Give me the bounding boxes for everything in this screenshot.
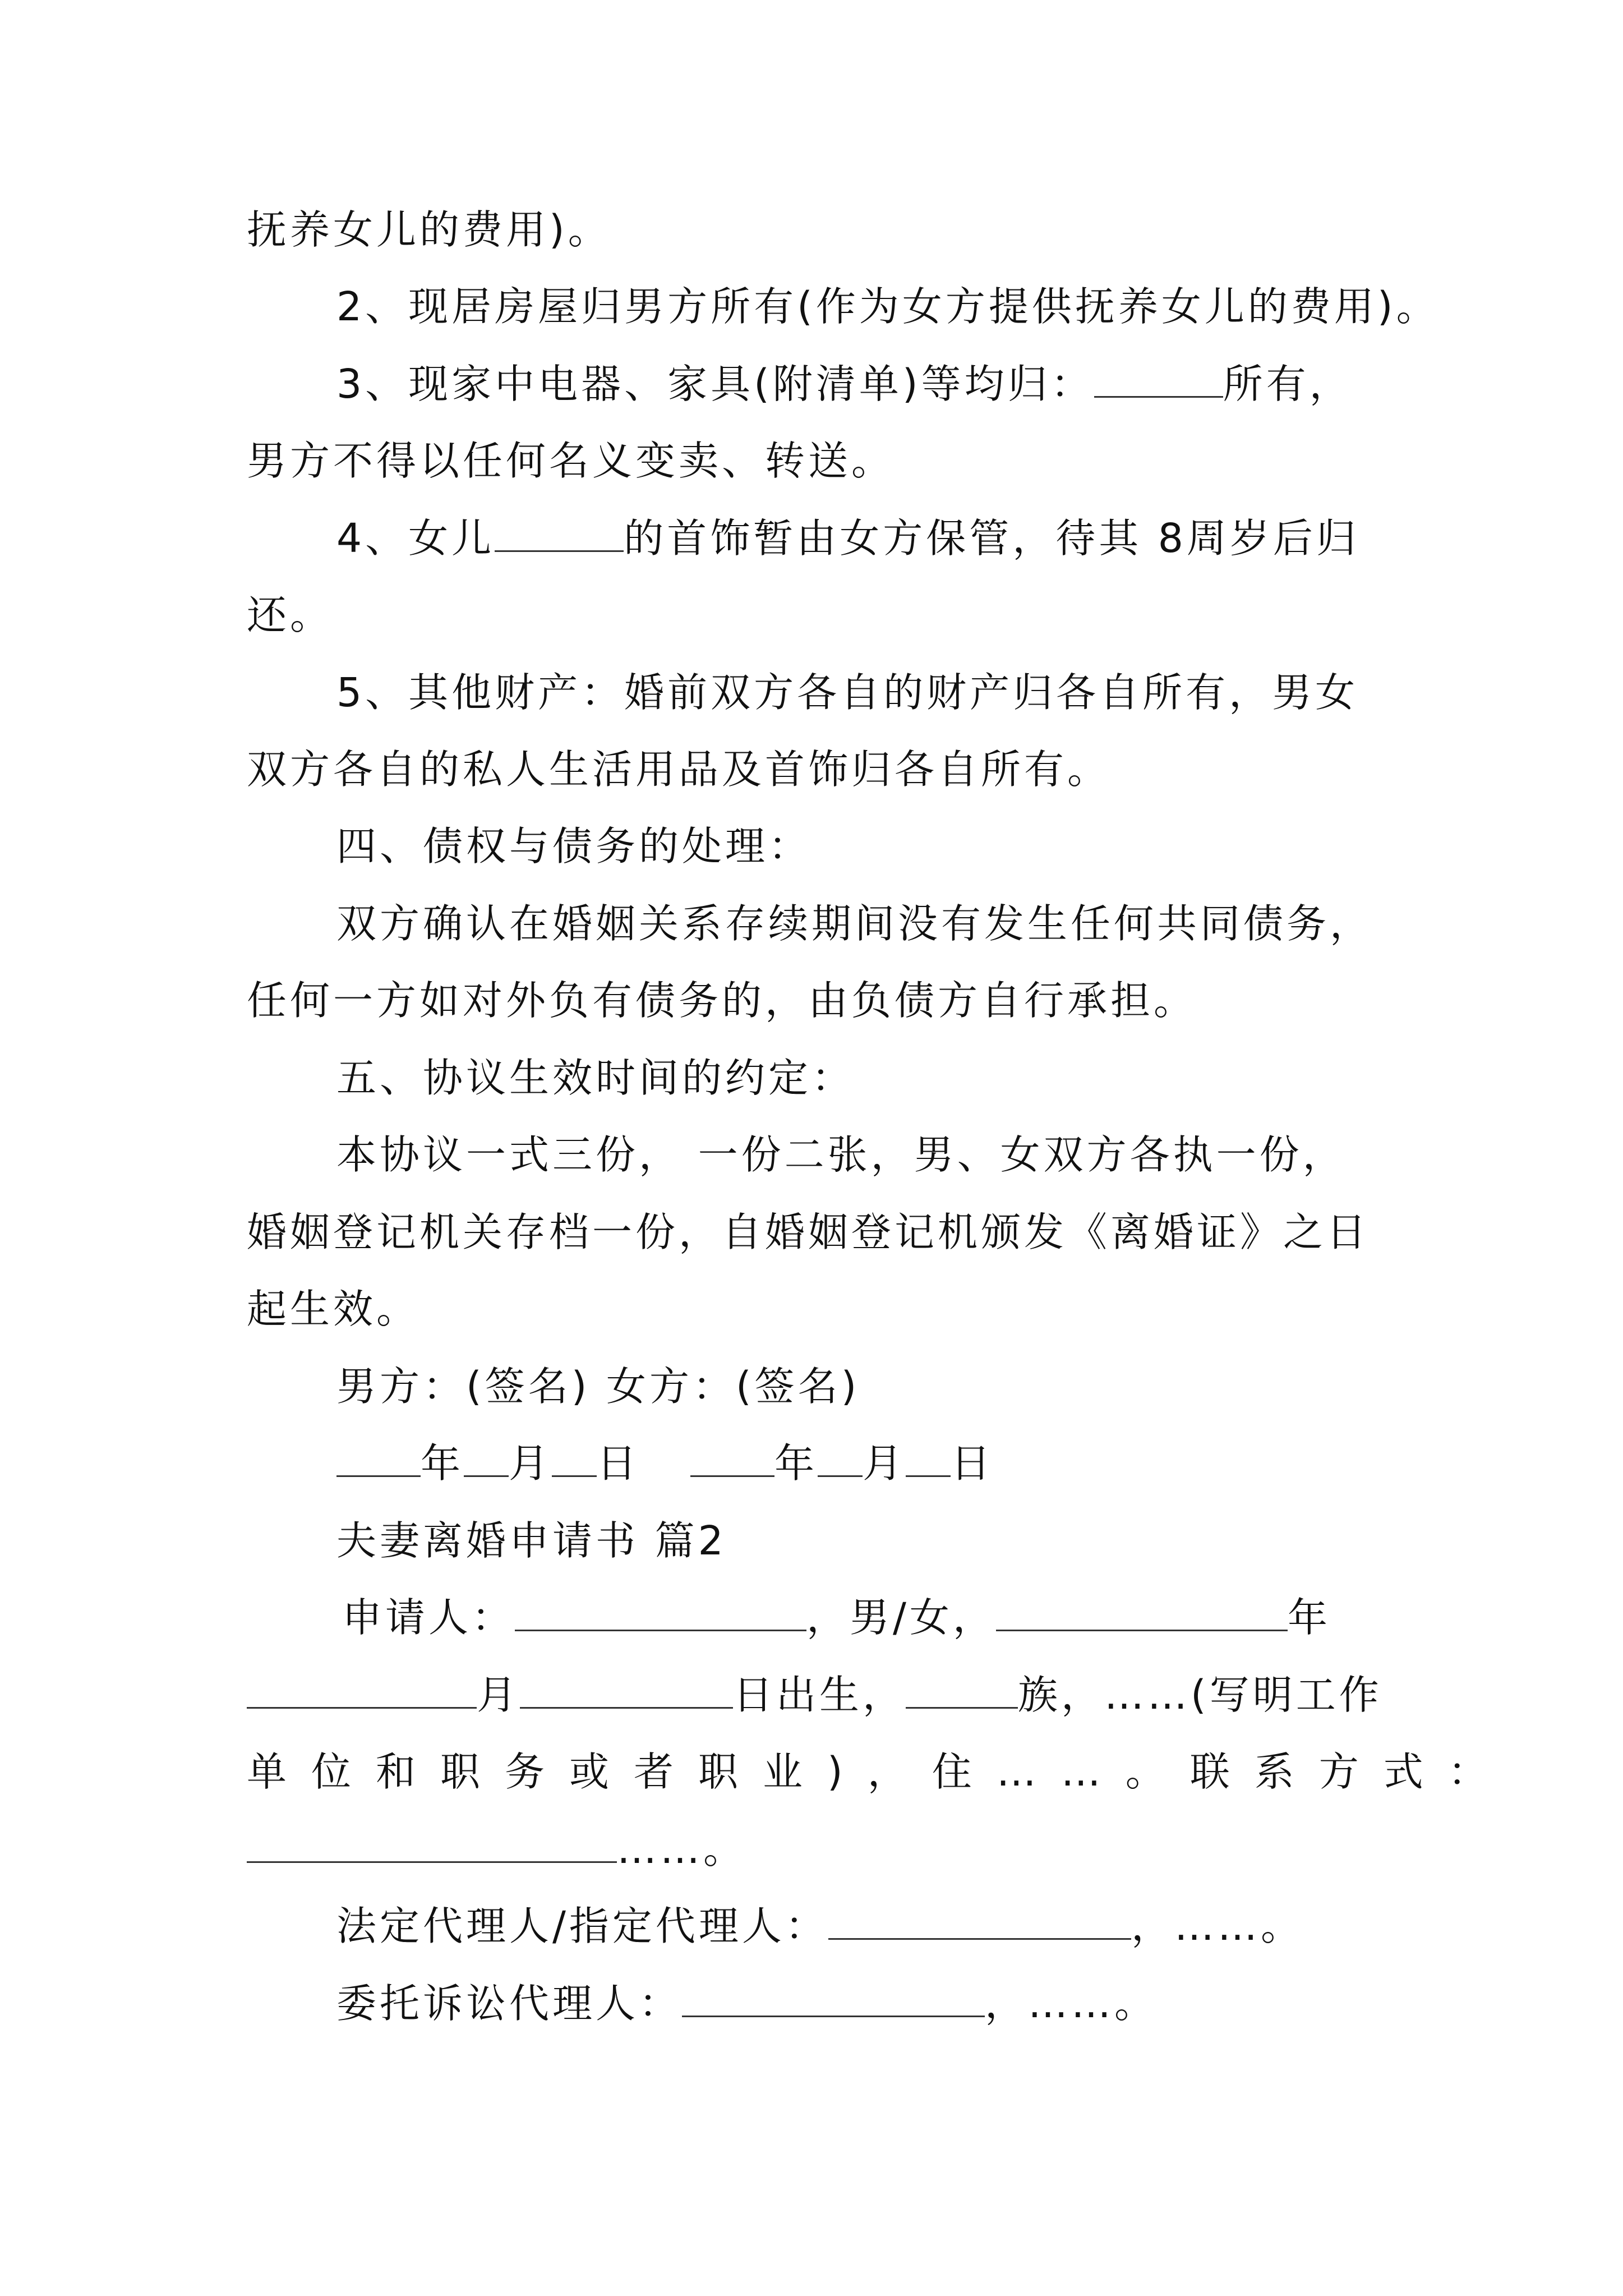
fill-in-blank [828,1899,1131,1940]
text-line [336,1898,1304,1954]
fill-in-blank [247,1822,617,1863]
fill-in-blank [996,1590,1288,1631]
text-segment: 年 [1287,1594,1331,1641]
text-line [247,587,333,643]
text-line [247,973,1197,1029]
text-line [336,356,1353,412]
text-segment: 单位和职务或者职业)，住……。联系方式： [247,1749,1513,1795]
text-segment: 法定代理人/指定代理人： [336,1903,828,1949]
text-segment: 本协议一式三份， 一份二张，男、女双方各执一份， [336,1131,1346,1178]
text-segment: 抚养女儿的费用)。 [247,206,611,253]
text-segment: 的首饰暂由女方保管，待其 8周岁后归 [624,515,1359,562]
text-line [247,1204,1370,1260]
section-title [336,1513,727,1569]
text-segment: 双方确认在婚姻关系存续期间没有发生任何共同债务， [336,900,1373,947]
fill-in-blank [1094,357,1223,398]
text-segment: 委托诉讼代理人： [336,1980,683,2027]
text-line [247,202,611,258]
text-segment: 起生效。 [247,1286,420,1332]
text-line [336,896,1373,952]
text-line [247,742,1110,798]
text-segment: 年 [421,1440,464,1487]
fill-in-blank [906,1436,951,1477]
text-segment: ，……。 [985,1980,1158,2027]
text-line [247,433,895,489]
text-segment: 男方：(签名) 女方：(签名) [336,1363,860,1410]
text-segment: 5、其他财产：婚前双方各自的财产归各自所有，男女 [336,669,1359,716]
text-segment: 月 [863,1440,906,1487]
text-segment: 婚姻登记机关存档一份，自婚姻登记机颁发《离婚证》之日 [247,1209,1370,1255]
fill-in-blank [247,1668,477,1709]
text-line [336,1976,1158,2032]
text-segment: 还。 [247,592,334,638]
text-segment: 日 [951,1440,994,1487]
fill-in-blank [690,1436,774,1477]
text-segment: 月 [477,1672,520,1718]
text-segment: 所有， [1223,361,1353,407]
text-line [336,1127,1346,1183]
text-segment: 2、现居房屋归男方所有(作为女方提供抚养女儿的费用)。 [336,283,1440,330]
text-segment: ……。 [617,1826,747,1872]
text-segment: 日 [597,1440,640,1487]
text-segment: 3、现家中电器、家具(附清单)等均归： [336,361,1094,407]
text-segment: 五、协议生效时间的约定： [336,1055,855,1101]
fill-in-blank [682,1976,985,2017]
text-line [247,1281,419,1337]
text-line [247,1667,1382,1723]
text-line [336,510,1359,567]
text-segment: 申请人： [342,1594,515,1641]
text-line [336,665,1358,721]
text-segment: 月 [509,1440,552,1487]
text-line [247,1744,1513,1800]
text-segment: 日出生， [733,1672,906,1718]
fill-in-blank [464,1436,509,1477]
text-segment: 任何一方如对外负有债务的，由负债方自行承担。 [247,977,1197,1024]
fill-in-blank [336,1436,421,1477]
text-segment: ，……。 [1131,1903,1304,1949]
fill-in-blank [515,1590,806,1631]
fill-in-blank [495,511,624,552]
text-line [247,1821,746,1878]
text-segment: 双方各自的私人生活用品及首饰归各自所有。 [247,746,1111,793]
signature-line [336,1359,860,1415]
text-line [336,279,1440,335]
text-segment: 四、债权与债务的处理： [336,823,812,869]
text-segment: 年 [774,1440,818,1487]
fill-in-blank [906,1668,1018,1709]
text-segment: 男方不得以任何名义变卖、转送。 [247,438,895,484]
text-segment: ，男/女， [806,1594,996,1641]
fill-in-blank [818,1436,863,1477]
text-segment: 4、女儿 [336,515,495,562]
text-segment: 夫妻离婚申请书 篇2 [336,1517,727,1564]
section-heading [336,1050,855,1106]
text-line [342,1590,1331,1646]
section-heading [336,818,811,875]
date-line [336,1435,994,1492]
fill-in-blank [520,1668,733,1709]
fill-in-blank [552,1436,597,1477]
text-segment: 族，……(写明工作 [1018,1672,1382,1718]
